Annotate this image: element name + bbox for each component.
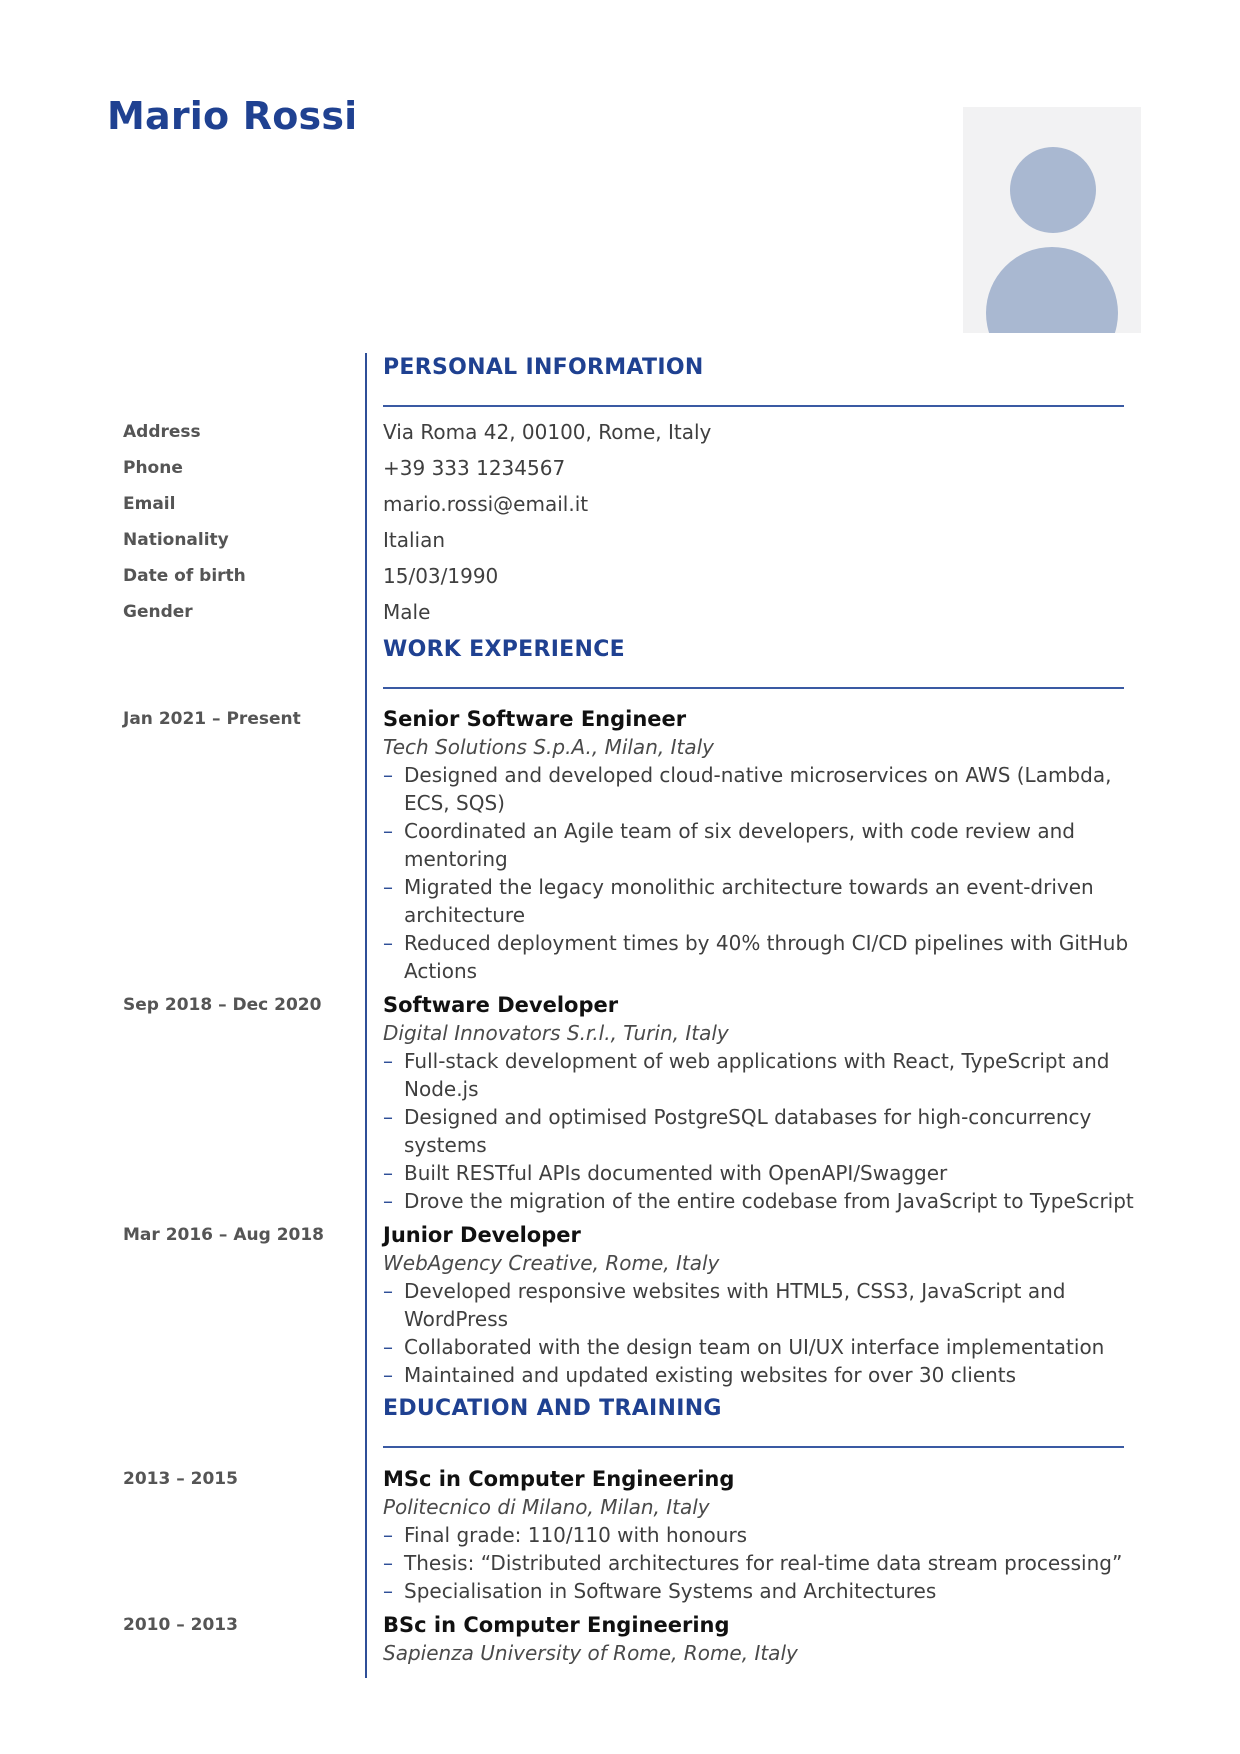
- personal-value-gender: Male: [383, 600, 431, 624]
- work-title-3: Junior Developer: [383, 1223, 581, 1247]
- list-item: – Maintained and updated existing websites for over 30 clients: [383, 1363, 1017, 1387]
- education-entry-1: [383, 1465, 1143, 1605]
- dash-bullet-icon: –: [383, 1579, 393, 1603]
- personal-label-phone: Phone: [123, 458, 183, 478]
- dash-bullet-icon: –: [383, 1049, 393, 1073]
- education-date-2: 2010 – 2013: [123, 1615, 238, 1635]
- dash-bullet-icon: –: [383, 1189, 393, 1213]
- education-org-2: Sapienza University of Rome, Rome, Italy: [383, 1641, 798, 1665]
- dash-bullet-icon: –: [383, 1105, 393, 1129]
- section-rule-education: [383, 1446, 1124, 1448]
- work-date-3: Mar 2016 – Aug 2018: [123, 1225, 325, 1245]
- list-item: – Reduced deployment times by 40% through CI/CD pipelines with GitHub Actions: [383, 931, 1129, 983]
- work-bullets-3: [383, 1277, 1143, 1389]
- section-rule-personal: [383, 405, 1124, 407]
- work-bullets-1: [383, 761, 1143, 985]
- dash-bullet-icon: –: [383, 931, 393, 955]
- work-title-1: Senior Software Engineer: [383, 707, 687, 731]
- dash-bullet-icon: –: [383, 1551, 393, 1575]
- personal-value-address: Via Roma 42, 00100, Rome, Italy: [383, 420, 712, 444]
- work-title-2: Software Developer: [383, 993, 619, 1017]
- list-item: – Built RESTful APIs documented with OpenAPI/Swagger: [383, 1161, 948, 1185]
- list-item: – Collaborated with the design team on UI/UX interface implementation: [383, 1335, 1105, 1359]
- personal-value-nationality: Italian: [383, 528, 446, 552]
- education-date-1: 2013 – 2015: [123, 1469, 238, 1489]
- dash-bullet-icon: –: [383, 1161, 393, 1185]
- section-title-education: EDUCATION AND TRAINING: [383, 1396, 722, 1421]
- list-item: – Designed and developed cloud-native microservices on AWS (Lambda, ECS, SQS): [383, 763, 1112, 815]
- list-item: – Designed and optimised PostgreSQL databases for high-concurrency systems: [383, 1105, 1092, 1157]
- avatar-head-shape: [1010, 147, 1096, 233]
- section-title-work: WORK EXPERIENCE: [383, 637, 625, 662]
- list-item: – Migrated the legacy monolithic architecture towards an event-driven architecture: [383, 875, 1094, 927]
- list-item: – Developed responsive websites with HTML5, CSS3, JavaScript and WordPress: [383, 1279, 1066, 1331]
- dash-bullet-icon: –: [383, 1279, 393, 1303]
- dash-bullet-icon: –: [383, 1523, 393, 1547]
- list-item: – Final grade: 110/110 with honours: [383, 1523, 748, 1547]
- personal-value-dob: 15/03/1990: [383, 564, 499, 588]
- avatar-body-shape: [986, 247, 1118, 333]
- timeline-divider: [365, 353, 367, 1678]
- personal-label-address: Address: [123, 422, 201, 442]
- work-entry-1: [383, 705, 1143, 985]
- work-org-3: WebAgency Creative, Rome, Italy: [383, 1251, 720, 1275]
- list-item: – Specialisation in Software Systems and Architectures: [383, 1579, 937, 1603]
- personal-label-nationality: Nationality: [123, 530, 229, 550]
- education-org-1: Politecnico di Milano, Milan, Italy: [383, 1495, 710, 1519]
- dash-bullet-icon: –: [383, 763, 393, 787]
- work-entry-2: [383, 991, 1143, 1215]
- list-item: – Full-stack development of web applications with React, TypeScript and Node.js: [383, 1049, 1110, 1101]
- education-title-1: MSc in Computer Engineering: [383, 1467, 735, 1491]
- work-bullets-2: [383, 1047, 1143, 1215]
- section-rule-work: [383, 687, 1124, 689]
- list-item: – Coordinated an Agile team of six developers, with code review and mentoring: [383, 819, 1075, 871]
- personal-value-email: mario.rossi@email.it: [383, 492, 589, 516]
- dash-bullet-icon: –: [383, 1363, 393, 1387]
- dash-bullet-icon: –: [383, 1335, 393, 1359]
- education-bullets-1: [383, 1521, 1143, 1605]
- personal-label-dob: Date of birth: [123, 566, 246, 586]
- list-item: – Thesis: “Distributed architectures for real-time data stream processing”: [383, 1551, 1123, 1575]
- work-org-1: Tech Solutions S.p.A., Milan, Italy: [383, 735, 714, 759]
- dash-bullet-icon: –: [383, 819, 393, 843]
- personal-label-gender: Gender: [123, 602, 193, 622]
- work-entry-3: [383, 1221, 1143, 1389]
- section-title-personal: PERSONAL INFORMATION: [383, 355, 704, 380]
- work-date-1: Jan 2021 – Present: [123, 709, 301, 729]
- avatar-placeholder-icon: [963, 107, 1141, 333]
- list-item: – Drove the migration of the entire codebase from JavaScript to TypeScript: [383, 1189, 1134, 1213]
- cv-name: Mario Rossi: [107, 94, 358, 138]
- education-title-2: BSc in Computer Engineering: [383, 1613, 730, 1637]
- education-entry-2: [383, 1611, 1143, 1667]
- personal-label-email: Email: [123, 494, 176, 514]
- dash-bullet-icon: –: [383, 875, 393, 899]
- work-org-2: Digital Innovators S.r.l., Turin, Italy: [383, 1021, 729, 1045]
- personal-value-phone: +39 333 1234567: [383, 456, 566, 480]
- work-date-2: Sep 2018 – Dec 2020: [123, 995, 322, 1015]
